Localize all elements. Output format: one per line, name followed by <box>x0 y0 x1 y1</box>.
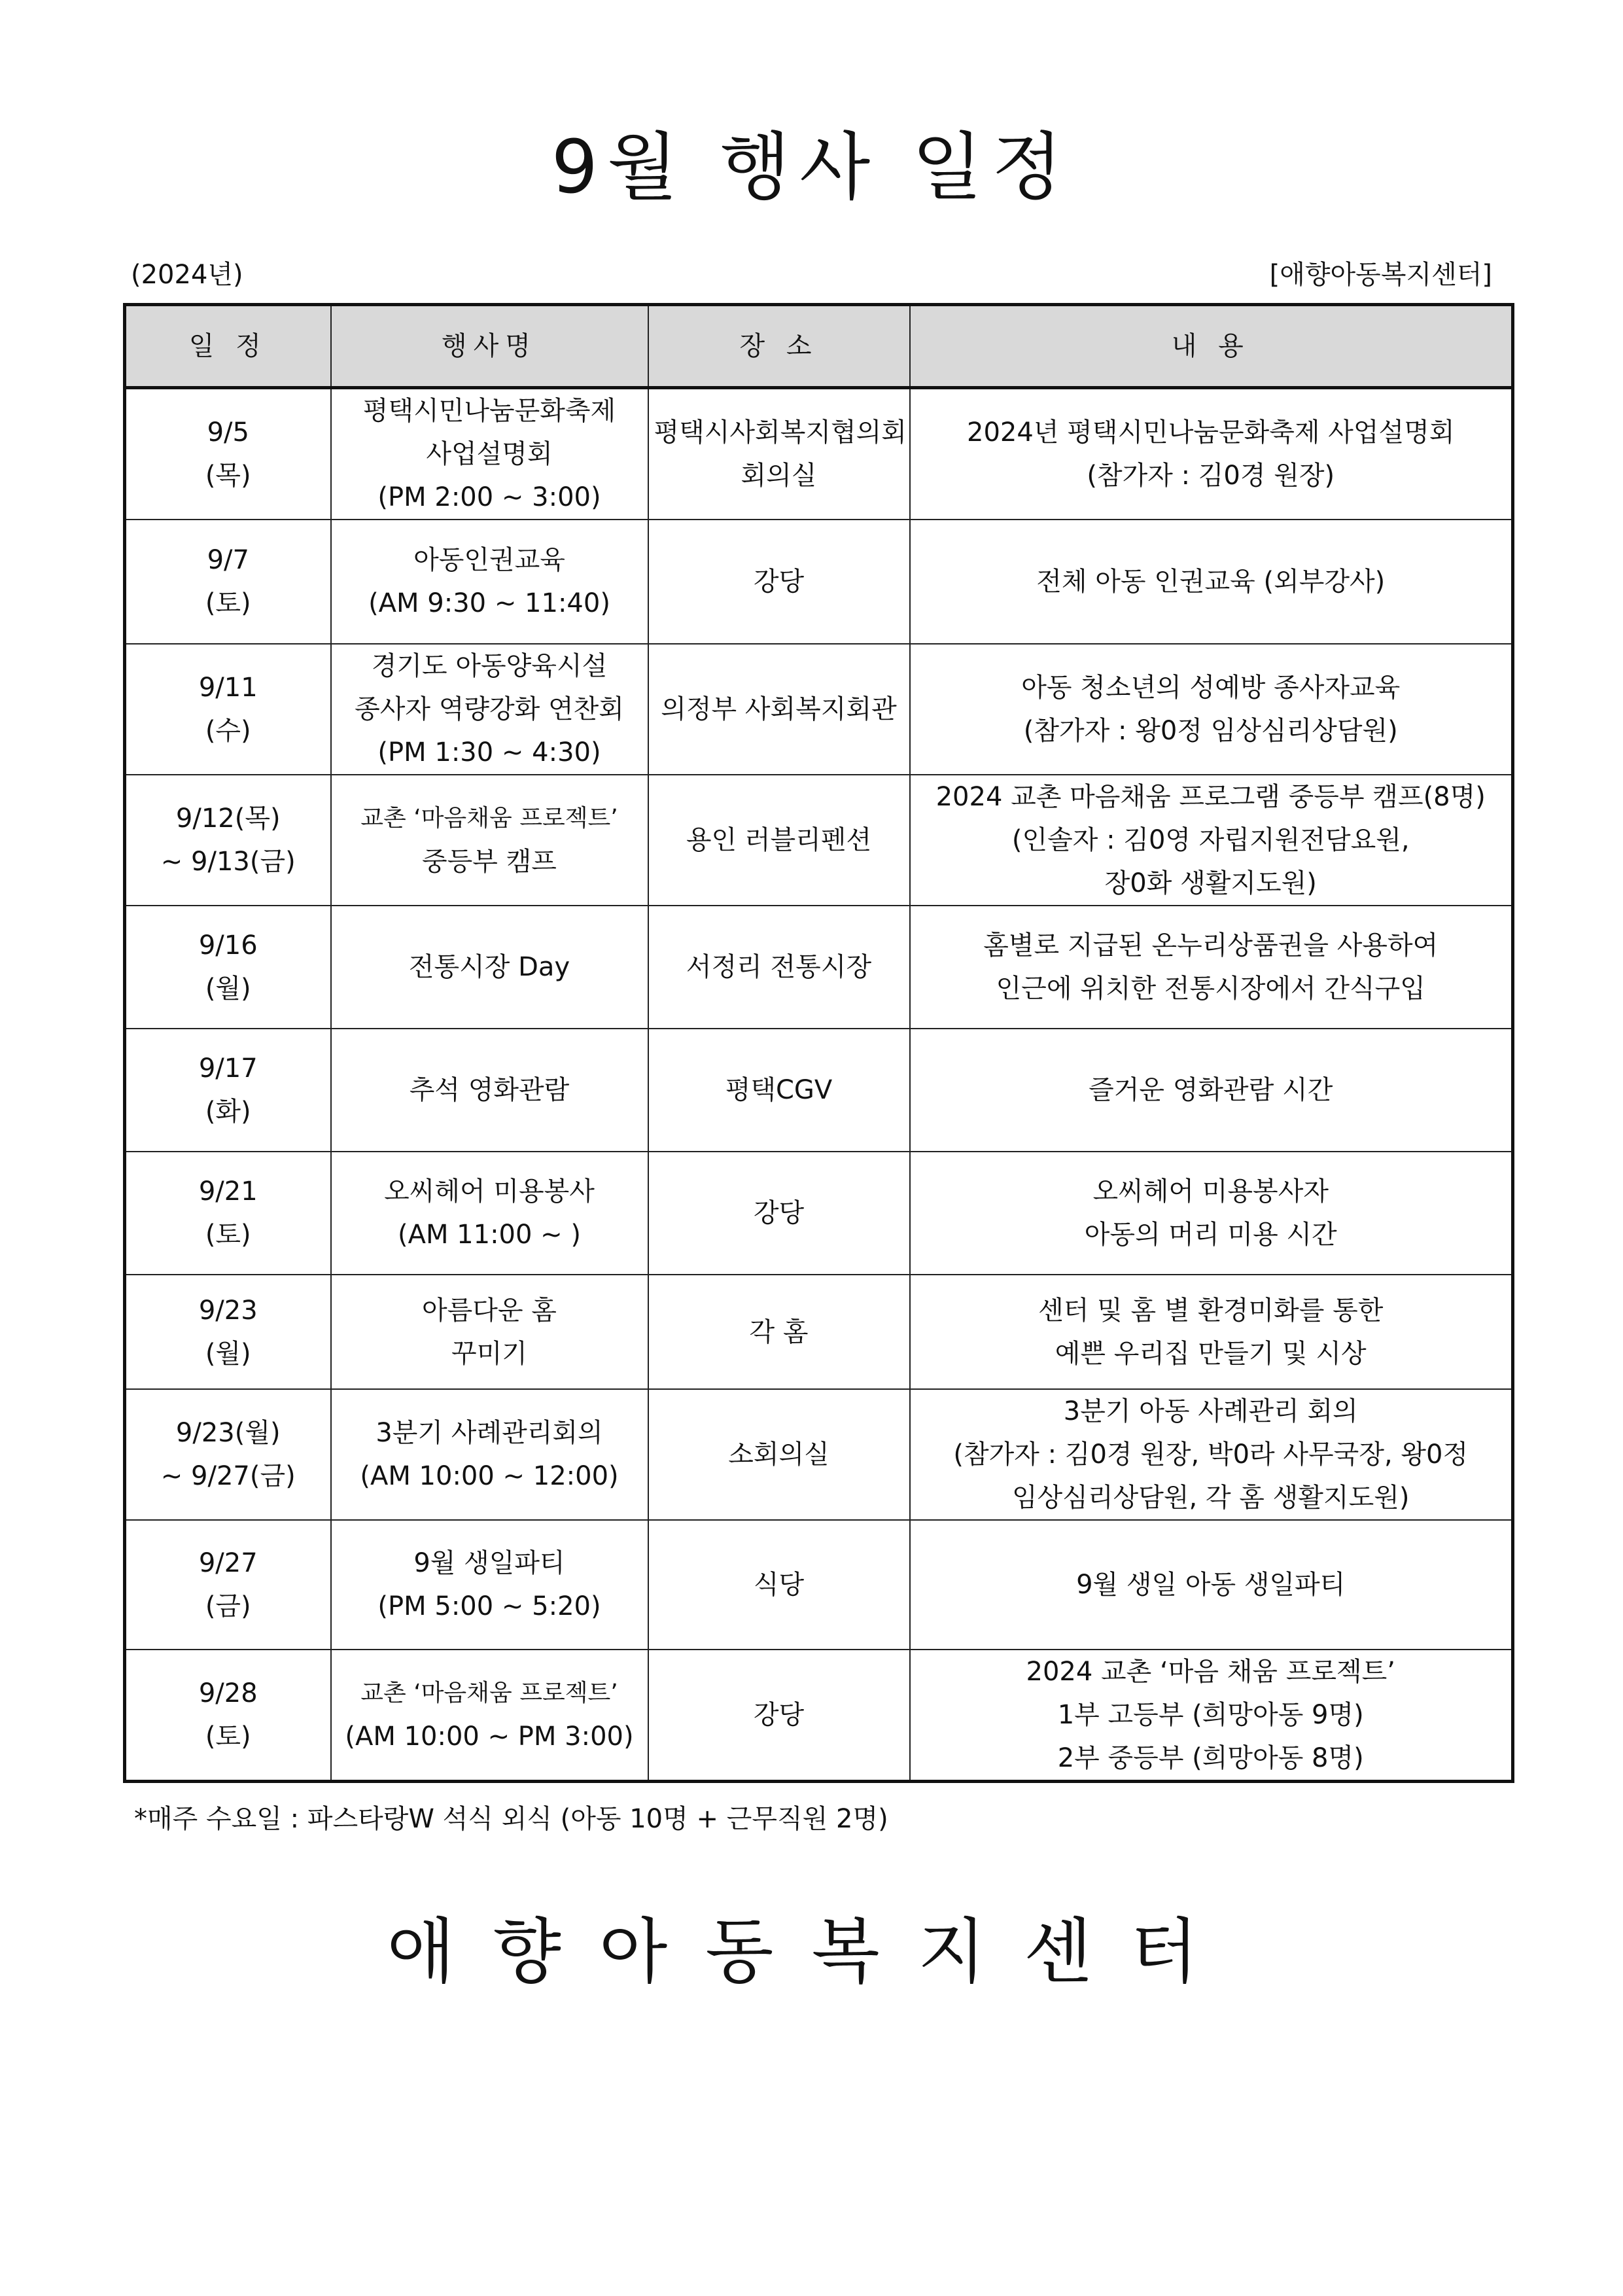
date-cell <box>125 1152 331 1275</box>
event-cell-line: 종사자 역량강화 연찬회 <box>355 694 624 724</box>
footer-org-name: 애향아동복지센터 <box>387 1911 1236 1993</box>
event-cell <box>331 1389 648 1520</box>
content-cell-line: 9월 생일 아동 생일파티 <box>1076 1570 1346 1600</box>
table-row <box>125 388 1513 520</box>
date-cell-line: (토) <box>205 1722 251 1752</box>
date-cell <box>125 1275 331 1389</box>
event-cell <box>331 520 648 644</box>
event-cell-line: (AM 10:00 ~ 12:00) <box>360 1461 619 1491</box>
date-cell <box>125 520 331 644</box>
content-cell-line: 오씨헤어 미용봉사자 <box>1092 1176 1329 1207</box>
date-cell-line: (토) <box>205 1220 251 1250</box>
event-cell-line: (PM 1:30 ~ 4:30) <box>377 737 601 768</box>
date-cell-line: ~ 9/13(금) <box>160 847 296 877</box>
event-cell <box>331 1520 648 1650</box>
place-cell <box>648 520 910 644</box>
date-cell-line: 9/7 <box>207 545 249 575</box>
event-cell-line: 아동인권교육 <box>413 545 565 575</box>
date-cell <box>125 1389 331 1520</box>
content-cell-line: (참가자 : 김0경 원장) <box>1087 461 1335 491</box>
footnote: *매주 수요일 : 파스타랑W 석식 외식 (아동 10명 + 근무직원 2명) <box>134 1804 888 1834</box>
place-cell <box>648 388 910 520</box>
event-cell-line: (PM 2:00 ~ 3:00) <box>377 482 601 512</box>
place-cell-line: 서정리 전통시장 <box>686 952 872 982</box>
place-cell <box>648 1389 910 1520</box>
event-cell-line: 중등부 캠프 <box>422 847 557 877</box>
place-cell <box>648 1029 910 1152</box>
header-place: 장 소 <box>648 305 910 388</box>
date-cell-line: (금) <box>205 1591 251 1621</box>
event-cell-line: (AM 10:00 ~ PM 3:00) <box>345 1722 634 1752</box>
event-cell-line: (PM 5:00 ~ 5:20) <box>377 1591 601 1621</box>
date-cell-line: 9/5 <box>207 417 249 448</box>
event-cell-line: 경기도 아동양육시설 <box>371 651 608 681</box>
date-cell-line: (화) <box>205 1097 251 1127</box>
event-cell-line: 3분기 사례관리회의 <box>375 1418 603 1448</box>
header-content: 내 용 <box>910 305 1513 388</box>
content-cell-line: 2024년 평택시민나눔문화축제 사업설명회 <box>967 417 1455 448</box>
place-cell-line: 용인 러블리펜션 <box>686 825 872 855</box>
date-cell-line: 9/16 <box>198 930 258 961</box>
content-cell-line: (참가자 : 김0경 원장, 박0라 사무국장, 왕0정 <box>953 1439 1469 1470</box>
event-cell-line: 꾸미기 <box>451 1338 527 1369</box>
date-cell <box>125 775 331 906</box>
place-cell <box>648 1520 910 1650</box>
place-cell <box>648 1650 910 1782</box>
event-cell <box>331 1650 648 1782</box>
content-cell <box>910 1389 1513 1520</box>
place-cell-line: 강당 <box>753 1198 805 1228</box>
event-cell-line: 추석 영화관람 <box>409 1075 570 1105</box>
org-label: [애향아동복지센터] <box>1269 260 1492 290</box>
content-cell-line: 2부 중등부 (희망아동 8명) <box>1057 1743 1364 1773</box>
place-cell <box>648 1275 910 1389</box>
content-cell <box>910 1029 1513 1152</box>
table-row <box>125 1152 1513 1275</box>
place-cell <box>648 1152 910 1275</box>
date-cell-line: (목) <box>205 461 251 491</box>
place-cell-line: 식당 <box>753 1570 805 1600</box>
content-cell <box>910 644 1513 775</box>
table-row <box>125 520 1513 644</box>
date-cell <box>125 388 331 520</box>
content-cell-line: 인근에 위치한 전통시장에서 간식구입 <box>996 974 1425 1004</box>
event-cell <box>331 906 648 1029</box>
content-cell <box>910 388 1513 520</box>
event-cell-line: (AM 11:00 ~ ) <box>397 1220 582 1250</box>
content-cell-line: 1부 고등부 (희망아동 9명) <box>1057 1700 1364 1730</box>
content-cell-line: 즐거운 영화관람 시간 <box>1089 1075 1333 1105</box>
content-cell-line: 아동의 머리 미용 시간 <box>1084 1220 1337 1250</box>
date-cell-line: 9/21 <box>198 1176 258 1207</box>
table-row <box>125 1275 1513 1389</box>
content-cell <box>910 520 1513 644</box>
date-cell-line: (수) <box>205 716 251 746</box>
header-event: 행사명 <box>331 305 648 388</box>
content-cell-line: (인솔자 : 김0영 자립지원전담요원, <box>1011 825 1410 855</box>
table-header-row <box>125 305 1513 388</box>
content-cell-line: 전체 아동 인권교육 (외부강사) <box>1036 567 1386 597</box>
date-cell-line: 9/12(목) <box>175 804 281 834</box>
content-cell-line: (참가자 : 왕0정 임상심리상담원) <box>1023 716 1398 746</box>
content-cell <box>910 1650 1513 1782</box>
content-cell-line: 임상심리상담원, 각 홈 생활지도원) <box>1012 1483 1410 1513</box>
table-row <box>125 1650 1513 1782</box>
date-cell-line: 9/27 <box>198 1548 258 1578</box>
content-cell-line: 3분기 아동 사례관리 회의 <box>1063 1396 1358 1426</box>
content-cell-line: 장0화 생활지도원) <box>1104 868 1317 898</box>
date-cell <box>125 906 331 1029</box>
content-cell-line: 홈별로 지급된 온누리상품권을 사용하여 <box>983 930 1439 961</box>
event-cell-line: 사업설명회 <box>426 439 553 469</box>
page-title: 9월 행사 일정 <box>551 125 1072 210</box>
date-cell <box>125 1520 331 1650</box>
date-cell <box>125 644 331 775</box>
date-cell-line: ~ 9/27(금) <box>160 1461 296 1491</box>
date-cell-line: 9/17 <box>198 1053 258 1084</box>
header-date: 일 정 <box>125 305 331 388</box>
date-cell-line: (토) <box>205 588 251 618</box>
event-cell <box>331 1029 648 1152</box>
date-cell-line: (월) <box>205 974 251 1004</box>
event-cell-line: 교촌 ‘마음채움 프로젝트’ <box>360 805 618 832</box>
event-cell-line: (AM 9:30 ~ 11:40) <box>368 588 610 618</box>
place-cell-line: 평택CGV <box>725 1075 833 1105</box>
content-cell <box>910 906 1513 1029</box>
event-cell <box>331 1152 648 1275</box>
table-row <box>125 775 1513 906</box>
event-cell-line: 교촌 ‘마음채움 프로젝트’ <box>360 1680 618 1706</box>
year-label: (2024년) <box>131 260 243 290</box>
content-cell <box>910 1520 1513 1650</box>
date-cell-line: 9/23 <box>198 1295 258 1326</box>
event-cell-line: 아름다운 홈 <box>422 1295 557 1326</box>
schedule-table <box>123 303 1514 1783</box>
content-cell <box>910 1275 1513 1389</box>
content-cell-line: 2024 교촌 ‘마음 채움 프로젝트’ <box>1026 1657 1395 1687</box>
content-cell <box>910 775 1513 906</box>
place-cell-line: 의정부 사회복지회관 <box>661 694 897 724</box>
table-row <box>125 906 1513 1029</box>
event-cell-line: 오씨헤어 미용봉사 <box>384 1176 595 1207</box>
content-cell <box>910 1152 1513 1275</box>
content-cell-line: 아동 청소년의 성예방 종사자교육 <box>1021 673 1401 703</box>
place-cell <box>648 775 910 906</box>
content-cell-line: 센터 및 홈 별 환경미화를 통한 <box>1038 1295 1384 1326</box>
place-cell-line: 평택시사회복지협의회 <box>654 417 907 448</box>
content-cell-line: 예쁜 우리집 만들기 및 시상 <box>1055 1338 1367 1369</box>
event-cell <box>331 388 648 520</box>
date-cell-line: (월) <box>205 1338 251 1369</box>
event-cell-line: 전통시장 Day <box>408 952 570 982</box>
content-cell-line: 2024 교촌 마음채움 프로그램 중등부 캠프(8명) <box>935 782 1486 812</box>
table-row <box>125 1029 1513 1152</box>
date-cell-line: 9/23(월) <box>175 1418 281 1448</box>
place-cell-line: 강당 <box>753 567 805 597</box>
table-row <box>125 1520 1513 1650</box>
event-cell <box>331 775 648 906</box>
event-cell-line: 9월 생일파티 <box>413 1548 565 1578</box>
place-cell-line: 소회의실 <box>728 1439 829 1470</box>
event-cell <box>331 644 648 775</box>
place-cell <box>648 906 910 1029</box>
place-cell-line: 회의실 <box>741 461 817 491</box>
date-cell-line: 9/28 <box>198 1678 258 1708</box>
place-cell-line: 각 홈 <box>749 1316 809 1347</box>
date-cell <box>125 1650 331 1782</box>
table-row <box>125 644 1513 775</box>
table-row <box>125 1389 1513 1520</box>
place-cell-line: 강당 <box>753 1700 805 1730</box>
date-cell <box>125 1029 331 1152</box>
place-cell <box>648 644 910 775</box>
event-cell-line: 평택시민나눔문화축제 <box>362 396 616 426</box>
event-cell <box>331 1275 648 1389</box>
date-cell-line: 9/11 <box>198 673 258 703</box>
